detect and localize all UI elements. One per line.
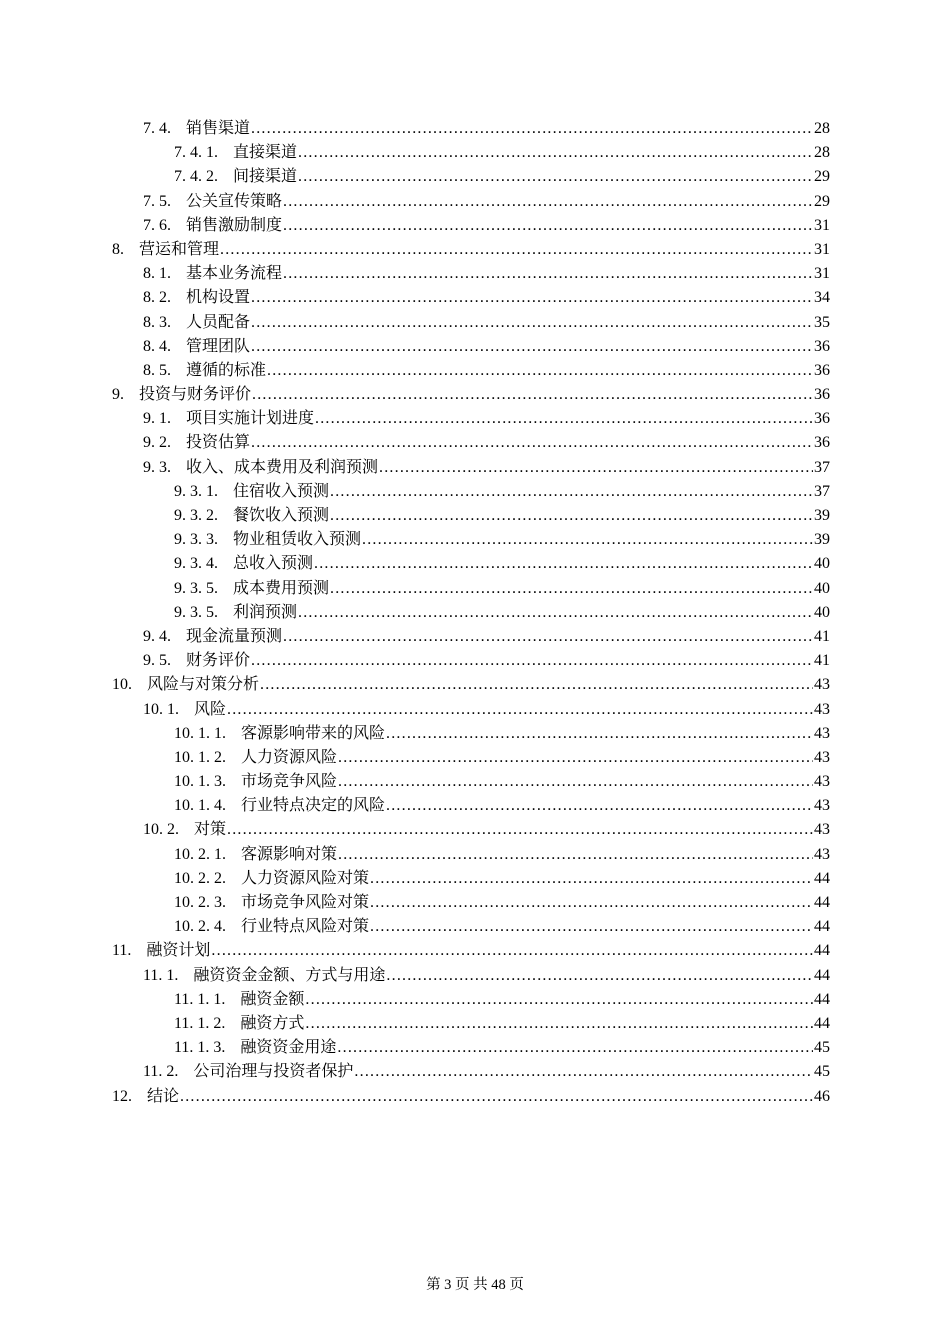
toc-entry-title: 项目实施计划进度 [186, 410, 315, 428]
dotted-leader [330, 480, 813, 504]
toc-entry-number: 8. 4. [143, 337, 171, 355]
toc-page-number: 36 [814, 410, 830, 428]
toc-page-number: 43 [814, 821, 830, 839]
dotted-leader [252, 383, 813, 407]
toc-entry[interactable] [112, 1085, 830, 1109]
toc-entry-number: 11. [112, 942, 132, 960]
toc-entry[interactable] [112, 1036, 830, 1060]
dotted-leader [267, 359, 813, 383]
toc-entry-title: 人员配备 [186, 313, 251, 331]
toc-entry[interactable] [112, 867, 830, 891]
dotted-leader [260, 673, 813, 697]
dotted-leader [386, 794, 813, 818]
toc-entry[interactable] [112, 939, 830, 963]
toc-entry-number: 8. 5. [143, 361, 171, 379]
toc-entry[interactable] [112, 165, 830, 189]
toc-entry[interactable] [112, 1060, 830, 1084]
toc-entry[interactable] [112, 383, 830, 407]
toc-page-number: 40 [814, 555, 830, 573]
toc-entry[interactable] [112, 964, 830, 988]
toc-entry-number: 8. 2. [143, 289, 171, 307]
toc-entry-number: 7. 4. 1. [174, 144, 218, 162]
toc-entry-title: 物业租赁收入预测 [233, 531, 362, 549]
toc-entry[interactable] [112, 190, 830, 214]
dotted-leader [251, 117, 813, 141]
dotted-leader [251, 335, 813, 359]
dotted-leader [283, 625, 813, 649]
toc-page-number: 45 [814, 1039, 830, 1057]
toc-entry[interactable] [112, 504, 830, 528]
toc-page-number: 44 [814, 942, 830, 960]
toc-page-number: 44 [814, 1014, 830, 1032]
toc-entry[interactable] [112, 915, 830, 939]
toc-entry-title: 直接渠道 [233, 144, 298, 162]
toc-entry[interactable] [112, 117, 830, 141]
toc-entry-number: 10. 1. 1. [174, 724, 226, 742]
toc-entry[interactable] [112, 625, 830, 649]
toc-page-number: 39 [814, 531, 830, 549]
dotted-leader [251, 649, 813, 673]
toc-entry-number: 10. 2. 2. [174, 869, 226, 887]
toc-entry-number: 7. 5. [143, 192, 171, 210]
toc-entry[interactable] [112, 214, 830, 238]
toc-entry[interactable] [112, 431, 830, 455]
dotted-leader [337, 1036, 813, 1060]
toc-page-number: 46 [814, 1087, 830, 1105]
toc-page-number: 29 [814, 192, 830, 210]
toc-entry-number: 9. 3. 2. [174, 507, 218, 524]
toc-entry-title: 人力资源风险 [241, 748, 338, 766]
toc-entry-title: 市场竞争风险 [241, 773, 338, 791]
toc-entry-title: 投资与财务评价 [139, 386, 252, 404]
toc-entry-number: 10. [112, 676, 132, 694]
toc-entry[interactable] [112, 456, 830, 480]
dotted-leader [220, 238, 813, 262]
toc-entry-title: 销售激励制度 [186, 216, 283, 234]
toc-entry[interactable] [112, 262, 830, 286]
dotted-leader [283, 190, 813, 214]
toc-entry-number: 9. 3. 5. [174, 603, 218, 621]
toc-entry-number: 8. 3. [143, 313, 171, 331]
toc-entry-number: 12. [112, 1087, 132, 1105]
toc-entry-title: 融资资金用途 [240, 1039, 337, 1057]
toc-entry-number: 9. 4. [143, 627, 171, 645]
toc-entry-number: 10. 1. [143, 700, 179, 718]
toc-page-number: 40 [814, 603, 830, 621]
toc-entry-title: 行业特点风险对策 [241, 918, 370, 936]
toc-entry-title: 风险与对策分析 [147, 676, 260, 694]
dotted-leader [211, 939, 813, 963]
toc-page-number: 43 [814, 748, 830, 766]
toc-page-number: 36 [814, 386, 830, 404]
toc-entry-title: 成本费用预测 [233, 579, 330, 597]
toc-page-number: 36 [814, 434, 830, 452]
toc-page-number: 41 [814, 627, 830, 645]
toc-page-number: 28 [814, 144, 830, 162]
toc-entry-number: 9. 1. [143, 410, 171, 428]
toc-page-number: 43 [814, 797, 830, 815]
toc-entry-number: 10. 2. 1. [174, 845, 226, 863]
toc-page-number: 44 [814, 918, 830, 936]
toc-entry-title: 间接渠道 [233, 168, 298, 186]
toc-entry[interactable] [112, 673, 830, 697]
toc-entry-title: 客源影响对策 [241, 845, 338, 863]
toc-page-number: 31 [814, 265, 830, 283]
toc-entry[interactable] [112, 480, 830, 504]
dotted-leader [362, 528, 813, 552]
toc-page-number: 28 [814, 120, 830, 137]
toc-entry[interactable] [112, 311, 830, 335]
dotted-leader [330, 504, 813, 528]
toc-entry-title: 公司治理与投资者保护 [193, 1063, 354, 1081]
toc-entry-title: 市场竞争风险对策 [241, 894, 370, 911]
toc-entry-title: 融资计划 [146, 942, 211, 960]
toc-page-number: 41 [814, 652, 830, 670]
toc-entry-number: 8. 1. [143, 265, 171, 283]
toc-page-number: 43 [814, 773, 830, 791]
dotted-leader [370, 867, 813, 891]
dotted-leader [370, 891, 813, 915]
toc-entry-number: 9. 3. [143, 458, 171, 476]
dotted-leader [251, 286, 813, 310]
dotted-leader [314, 552, 813, 576]
dotted-leader [338, 746, 813, 770]
toc-entry-number: 10. 1. 3. [174, 773, 226, 791]
dotted-leader [338, 770, 813, 794]
toc-entry-title: 投资估算 [186, 434, 251, 452]
dotted-leader [283, 214, 813, 238]
toc-page-number: 29 [814, 168, 830, 186]
toc-entry-number: 10. 2. 3. [174, 894, 226, 911]
toc-entry-title: 风险 [194, 700, 227, 718]
toc-entry[interactable] [112, 794, 830, 818]
toc-entry-title: 销售渠道 [186, 120, 251, 137]
toc-page-number: 36 [814, 361, 830, 379]
toc-entry[interactable] [112, 722, 830, 746]
toc-page-number: 45 [814, 1063, 830, 1081]
toc-entry-number: 11. 2. [143, 1063, 179, 1081]
toc-entry-number: 9. 3. 4. [174, 555, 218, 573]
dotted-leader [370, 915, 813, 939]
toc-entry-title: 融资金额 [240, 990, 305, 1008]
dotted-leader [283, 262, 813, 286]
toc-page-number: 43 [814, 724, 830, 742]
toc-entry-title: 管理团队 [186, 337, 251, 355]
dotted-leader [354, 1060, 813, 1084]
toc-entry-number: 11. 1. [143, 966, 179, 984]
toc-entry-title: 客源影响带来的风险 [241, 724, 386, 742]
toc-entry[interactable] [112, 988, 830, 1012]
toc-entry-number: 9. 3. 1. [174, 482, 218, 500]
toc-page-number: 40 [814, 579, 830, 597]
dotted-leader [386, 964, 813, 988]
toc-entry-title: 餐饮收入预测 [233, 507, 330, 524]
dotted-leader [180, 1085, 813, 1109]
dotted-leader [386, 722, 813, 746]
toc-entry-title: 人力资源风险对策 [241, 869, 370, 887]
toc-entry-number: 9. [112, 386, 124, 404]
toc-entry-number: 11. 1. 3. [174, 1039, 226, 1057]
toc-entry-title: 住宿收入预测 [233, 482, 330, 500]
dotted-leader [330, 577, 813, 601]
toc-entry[interactable] [112, 746, 830, 770]
dotted-leader [305, 988, 813, 1012]
toc-entry-number: 11. 1. 1. [174, 990, 226, 1008]
toc-entry-title: 公关宣传策略 [186, 192, 283, 210]
dotted-leader [315, 407, 813, 431]
toc-page-number: 43 [814, 676, 830, 694]
page-footer: 第 3 页 共 48 页 [426, 1277, 524, 1293]
toc-entry-number: 10. 1. 2. [174, 748, 226, 766]
toc-entry[interactable] [112, 335, 830, 359]
dotted-leader [338, 843, 813, 867]
toc-entry-number: 10. 2. [143, 821, 179, 839]
toc-page-number: 43 [814, 700, 830, 718]
toc-entry-title: 基本业务流程 [186, 265, 283, 283]
toc-entry[interactable] [112, 649, 830, 673]
toc-page-number: 44 [814, 869, 830, 887]
toc-entry[interactable] [112, 577, 830, 601]
toc-entry[interactable] [112, 407, 830, 431]
toc-entry[interactable] [112, 770, 830, 794]
toc-entry-title: 遵循的标准 [186, 361, 267, 379]
toc-entry-number: 9. 3. 5. [174, 579, 218, 597]
toc-entry[interactable] [112, 552, 830, 576]
toc-entry[interactable] [112, 1012, 830, 1036]
toc-page-number: 43 [814, 845, 830, 863]
toc-entry[interactable] [112, 843, 830, 867]
toc-entry-title: 利润预测 [233, 603, 298, 621]
toc-entry-number: 9. 5. [143, 652, 171, 670]
toc-entry[interactable] [112, 891, 830, 915]
toc-entry-title: 融资方式 [240, 1014, 305, 1032]
toc-page-number: 37 [814, 458, 830, 476]
toc-entry-number: 7. 4. 2. [174, 168, 218, 186]
dotted-leader [298, 141, 813, 165]
toc-entry[interactable] [112, 601, 830, 625]
toc-entry-title: 行业特点决定的风险 [241, 797, 386, 815]
toc-page-number: 39 [814, 507, 830, 524]
toc-entry[interactable] [112, 818, 830, 842]
dotted-leader [298, 601, 813, 625]
dotted-leader [251, 431, 813, 455]
toc-entry-title: 结论 [147, 1087, 180, 1105]
toc-page-number: 44 [814, 966, 830, 984]
toc-entry-title: 财务评价 [186, 652, 251, 670]
toc-entry[interactable] [112, 286, 830, 310]
toc-page-number: 35 [814, 313, 830, 331]
dotted-leader [305, 1012, 813, 1036]
toc-entry-title: 机构设置 [186, 289, 251, 307]
toc-entry-title: 现金流量预测 [186, 627, 283, 645]
toc-entry-number: 9. 3. 3. [174, 531, 218, 549]
dotted-leader [227, 698, 813, 722]
toc-entry-title: 总收入预测 [233, 555, 314, 573]
dotted-leader [379, 456, 813, 480]
toc-page-number: 44 [814, 990, 830, 1008]
toc-entry[interactable] [112, 359, 830, 383]
toc-entry-number: 11. 1. 2. [174, 1014, 226, 1032]
toc-entry-title: 对策 [194, 821, 227, 839]
toc-entry[interactable] [112, 238, 830, 262]
toc-entry-number: 10. 2. 4. [174, 918, 226, 936]
dotted-leader [298, 165, 813, 189]
toc-entry[interactable] [112, 141, 830, 165]
toc-page-number: 31 [814, 216, 830, 234]
toc-entry[interactable] [112, 698, 830, 722]
toc-entry-number: 7. 4. [143, 120, 171, 137]
toc-page-number: 31 [814, 240, 830, 258]
toc-entry-title: 营运和管理 [139, 240, 220, 258]
dotted-leader [227, 818, 813, 842]
table-of-contents [112, 117, 830, 1109]
toc-page-number: 36 [814, 337, 830, 355]
dotted-leader [251, 311, 813, 335]
toc-entry-title: 融资资金金额、方式与用途 [193, 966, 386, 984]
toc-page-number: 44 [814, 894, 830, 911]
toc-entry[interactable] [112, 528, 830, 552]
toc-entry-number: 10. 1. 4. [174, 797, 226, 815]
toc-entry-title: 收入、成本费用及利润预测 [186, 458, 379, 476]
toc-entry-number: 9. 2. [143, 434, 171, 452]
toc-page-number: 34 [814, 289, 830, 307]
toc-entry-number: 8. [112, 240, 124, 258]
toc-entry-number: 7. 6. [143, 216, 171, 234]
toc-page-number: 37 [814, 482, 830, 500]
